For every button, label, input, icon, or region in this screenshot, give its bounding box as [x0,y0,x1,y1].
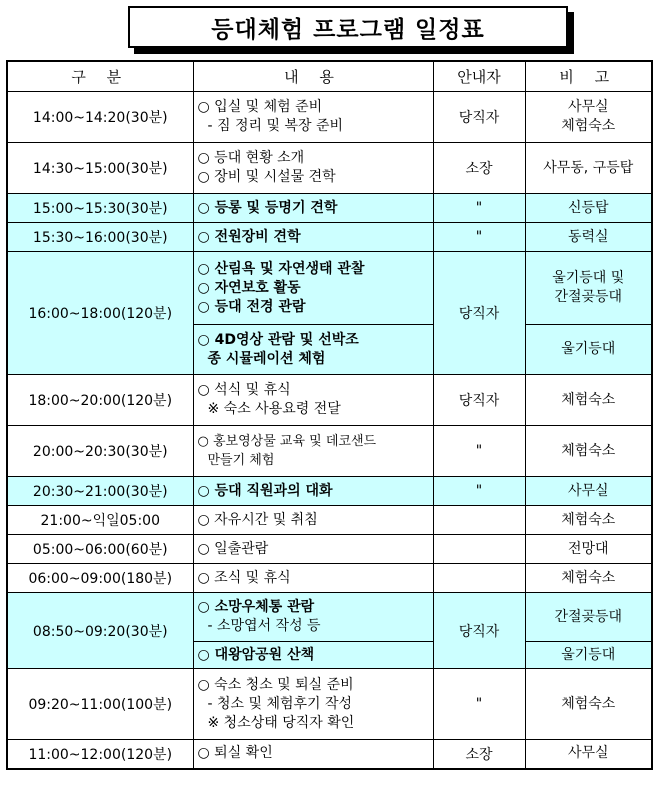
guide-cell: 당직자 [433,375,525,426]
note-cell: 체험숙소 [525,506,652,535]
table-row [7,669,652,740]
guide-cell [433,506,525,535]
time-cell: 21:00~익일05:00 [7,506,193,535]
content-line: ※ 숙소 사용요령 전달 [207,401,341,417]
content-cell [193,375,433,426]
note-cell: 신등탑 [525,194,652,223]
content-cell: ○ 자유시간 및 취침 [193,506,433,535]
content-line: ○ 석식 및 휴식 [197,382,291,398]
time-cell: 08:50~09:20(30분) [7,593,193,669]
guide-cell: 소장 [433,740,525,769]
content-line: ○ 산림욕 및 자연생태 관찰 [197,260,365,277]
guide-cell: " [433,223,525,252]
note-line: 체험숙소 [561,118,616,134]
header-content: 내 용 [193,61,433,92]
note-cell: 전망대 [525,535,652,564]
content-line: ○ 소망우체통 관람 [197,599,315,615]
content-cell: ○ 조식 및 휴식 [193,564,433,593]
page-title: 등대체험 프로그램 일정표 [128,6,568,48]
content-cell [193,426,433,477]
note-line: 간절곶등대 [554,289,623,305]
note-cell [525,92,652,143]
table-row [7,477,652,506]
header-note: 비 고 [525,61,652,92]
content-cell: ○ 일출관람 [193,535,433,564]
guide-cell: " [433,669,525,740]
note-cell: 체험숙소 [525,564,652,593]
note-cell [525,252,652,325]
content-line: ○ 장비 및 시설물 견학 [197,169,336,185]
guide-cell: 당직자 [433,92,525,143]
schedule-table [6,60,653,770]
time-cell: 14:00~14:20(30분) [7,92,193,143]
content-line: 종 시뮬레이션 체험 [207,350,326,367]
table-row [7,506,652,535]
time-cell: 20:30~21:00(30분) [7,477,193,506]
time-cell: 09:20~11:00(100분) [7,669,193,740]
note-cell: 사무동, 구등탑 [525,143,652,194]
note-cell: 사무실 [525,477,652,506]
content-line: ○ 입실 및 체험 준비 [197,99,323,115]
content-line: ○ 홍보영상물 교육 및 데코샌드 [197,434,377,449]
guide-cell: " [433,426,525,477]
table-row [7,593,652,642]
content-line: ○ 자연보호 활동 [197,279,301,296]
time-cell: 18:00~20:00(120분) [7,375,193,426]
note-cell: 동력실 [525,223,652,252]
table-row [7,194,652,223]
guide-cell: " [433,194,525,223]
time-cell: 11:00~12:00(120분) [7,740,193,769]
time-cell: 14:30~15:00(30분) [7,143,193,194]
note-cell: 사무실 [525,740,652,769]
content-cell [193,143,433,194]
content-cell: ○ 퇴실 확인 [193,740,433,769]
note-line: 사무실 [567,99,609,115]
content-cell [193,325,433,375]
content-line: ○ 등대 현황 소개 [197,150,305,166]
time-cell: 05:00~06:00(60분) [7,535,193,564]
note-cell: 체험숙소 [525,375,652,426]
content-line: - 짐 정리 및 복장 준비 [207,118,343,134]
content-cell: ○ 전원장비 견학 [193,223,433,252]
guide-cell: 당직자 [433,252,525,375]
guide-cell [433,564,525,593]
content-cell: ○ 등롱 및 등명기 견학 [193,194,433,223]
content-cell [193,252,433,325]
note-line: 울기등대 및 [552,270,625,286]
table-row [7,375,652,426]
table-row [7,740,652,769]
content-cell [193,92,433,143]
content-cell: ○ 등대 직원과의 대화 [193,477,433,506]
table-row [7,252,652,325]
note-cell: 체험숙소 [525,426,652,477]
table-row [7,564,652,593]
time-cell: 06:00~09:00(180분) [7,564,193,593]
time-cell: 15:00~15:30(30분) [7,194,193,223]
table-row [7,426,652,477]
guide-cell: " [433,477,525,506]
note-cell: 체험숙소 [525,669,652,740]
time-cell: 15:30~16:00(30분) [7,223,193,252]
table-row [7,143,652,194]
header-guide: 안내자 [433,61,525,92]
table-row [7,92,652,143]
content-line: - 소망엽서 작성 등 [207,618,321,634]
table-row [7,535,652,564]
content-line: ○ 등대 전경 관람 [197,298,306,315]
note-cell: 울기등대 [525,642,652,669]
table-row [7,223,652,252]
guide-cell: 소장 [433,143,525,194]
content-cell [193,593,433,642]
title-block [128,6,568,48]
guide-cell: 당직자 [433,593,525,669]
content-line: 만들기 체험 [207,453,275,468]
guide-cell [433,535,525,564]
content-cell: ○ 대왕암공원 산책 [193,642,433,669]
note-cell: 울기등대 [525,325,652,375]
content-cell [193,669,433,740]
header-row [7,61,652,92]
content-line: ○ 숙소 청소 및 퇴실 준비 [197,676,354,693]
header-time: 구 분 [7,61,193,92]
time-cell: 16:00~18:00(120분) [7,252,193,375]
content-line: ※ 청소상태 당직자 확인 [207,714,355,731]
content-line: - 청소 및 체험후기 작성 [207,695,353,712]
content-line: ○ 4D영상 관람 및 선박조 [197,331,359,348]
time-cell: 20:00~20:30(30분) [7,426,193,477]
note-cell: 간절곶등대 [525,593,652,642]
